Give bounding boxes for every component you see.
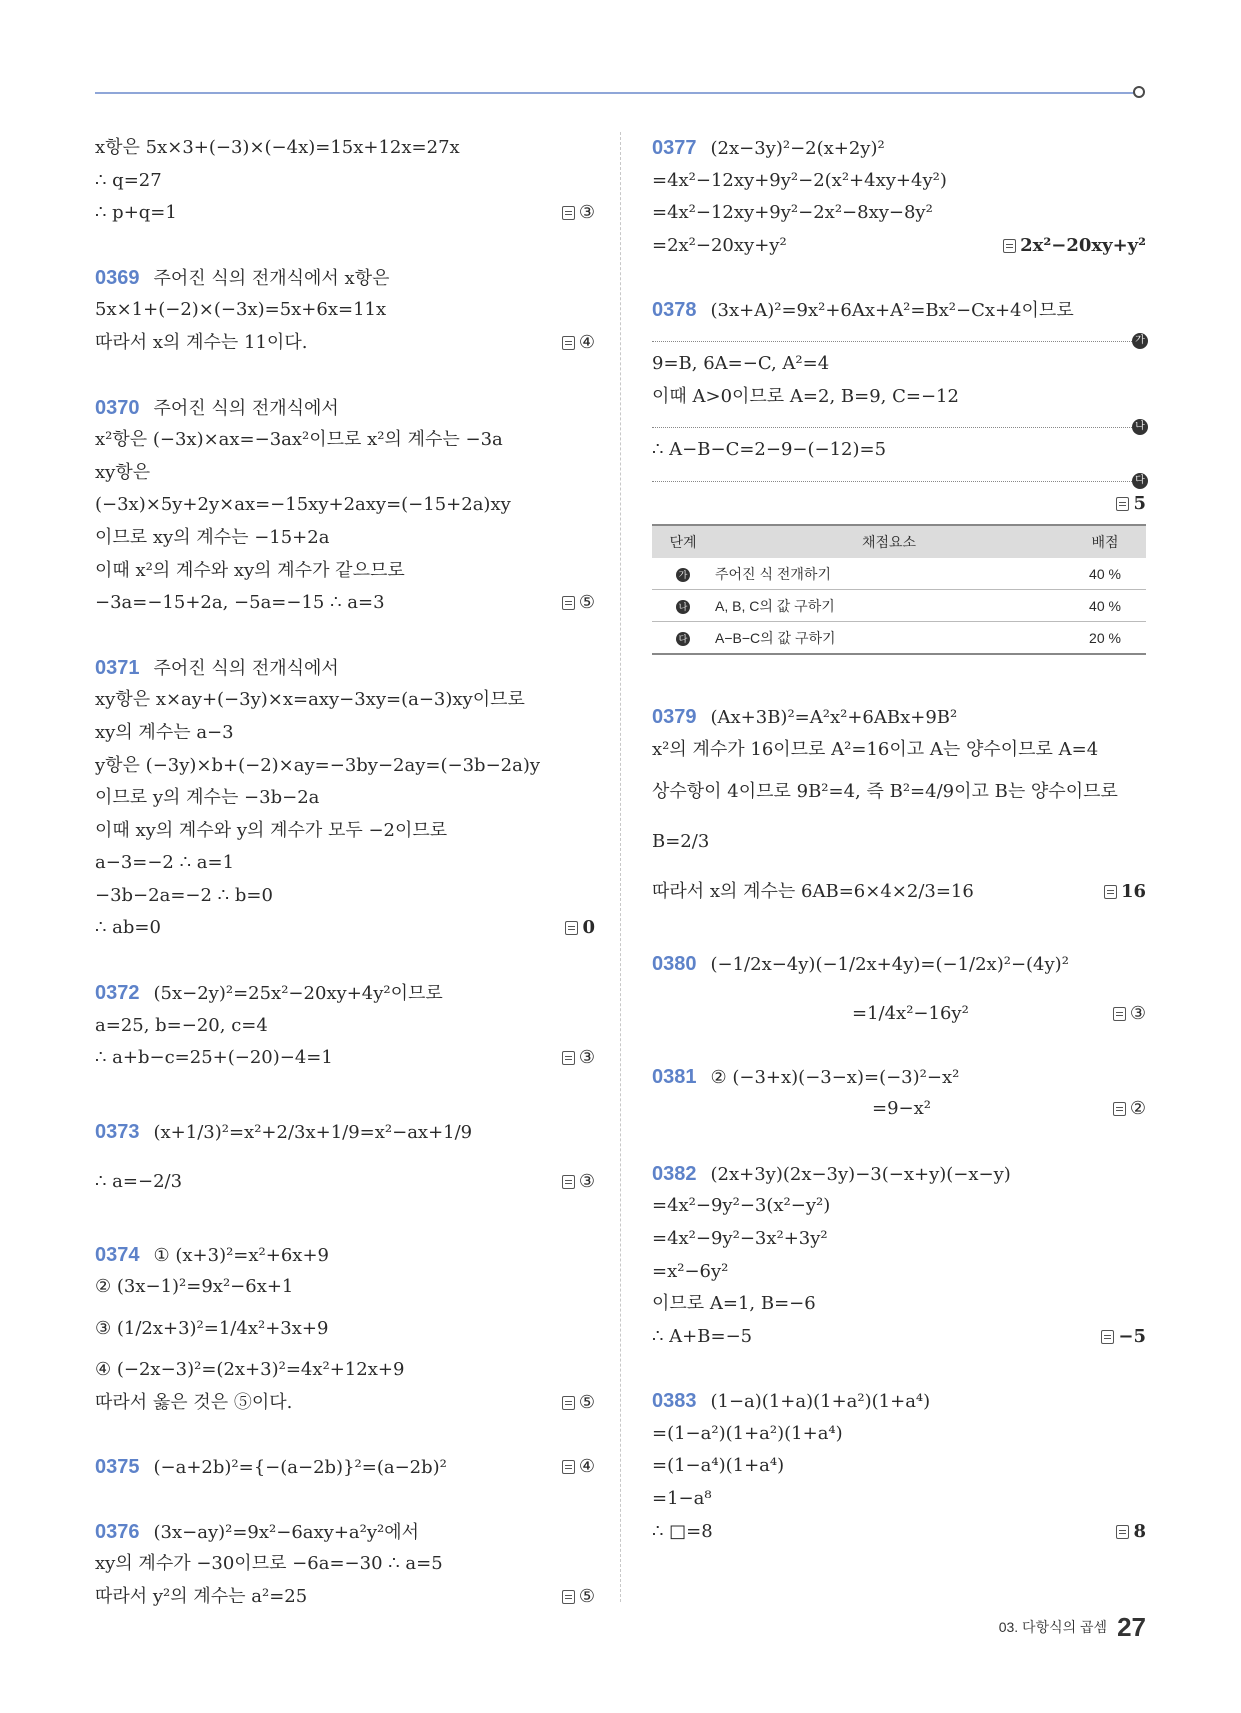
page-footer	[999, 1612, 1146, 1643]
header-rule	[95, 92, 1139, 94]
problem-0377	[652, 132, 1146, 165]
text-line: x²항은 (−3x)×ax=−3ax²이므로 x²의 계수는 −3a	[95, 429, 503, 451]
text: (−a+2b)²={−(a−2b)}²=(a−2b)²	[153, 1457, 447, 1479]
table-cell: A−B−C의 값 구하기	[714, 622, 1064, 655]
answer-value: −5	[1118, 1325, 1146, 1347]
answer-line	[652, 1321, 1146, 1354]
table-cell: 40 %	[1064, 590, 1146, 622]
answer-mark	[562, 1581, 595, 1614]
text-line: =4x²−9y²−3(x²−y²)	[652, 1195, 831, 1217]
text: =1/4x²−16y²	[852, 1002, 969, 1024]
answer-icon	[562, 1590, 575, 1604]
text-line: =1−a⁸	[652, 1488, 712, 1510]
text-line: ③ (1/2x+3)²=1/4x²+3x+9	[95, 1318, 329, 1340]
problem-0376	[95, 1516, 595, 1549]
answer-icon	[562, 1175, 575, 1189]
text: ∴ A+B=−5	[652, 1325, 753, 1347]
answer-mark	[562, 1042, 595, 1075]
text: 따라서 x의 계수는 6AB=6×4×2/3=16	[652, 880, 974, 902]
problem-number: 0377	[652, 137, 697, 159]
text: (3x+A)²=9x²+6Ax+A²=Bx²−Cx+4이므로	[710, 300, 1074, 322]
answer-value: 8	[1133, 1520, 1146, 1542]
answer-mark	[1104, 867, 1146, 917]
answer-mark	[562, 1387, 595, 1420]
problem-number: 0371	[95, 656, 140, 679]
answer-line	[95, 327, 595, 360]
header-rule-dot	[1133, 86, 1145, 98]
problem-0375	[95, 1451, 595, 1484]
table-cell: 주어진 식 전개하기	[714, 558, 1064, 590]
problem-0369	[95, 262, 595, 295]
left-column	[95, 132, 595, 1614]
problem-number: 0373	[95, 1120, 140, 1143]
problem-0372	[95, 977, 595, 1010]
problem-0382	[652, 1158, 1146, 1191]
text: (2x−3y)²−2(x+2y)²	[710, 138, 885, 159]
answer-mark	[1101, 1321, 1146, 1354]
answer-mark	[562, 327, 595, 360]
answer-line	[95, 1387, 595, 1420]
problem-number: 0372	[95, 982, 140, 1005]
text-line: =4x²−12xy+9y²−2x²−8xy−8y²	[652, 202, 933, 224]
text: =9−x²	[872, 1098, 931, 1120]
answer-value: ④	[578, 1456, 595, 1478]
text-line: xy의 계수가 −30이므로 −6a=−30 ∴ a=5	[95, 1553, 443, 1575]
problem-0373	[95, 1107, 595, 1157]
step-marker-icon: 다	[676, 632, 690, 646]
text: 따라서 x의 계수는 11이다.	[95, 331, 308, 353]
text-line: 이때 xy의 계수와 y의 계수가 모두 −2이므로	[95, 819, 448, 841]
text-line: a−3=−2 ∴ a=1	[95, 852, 235, 874]
answer-value: 16	[1120, 880, 1146, 902]
answer-icon	[1003, 239, 1016, 253]
text-line: ∴ A−B−C=2−9−(−12)=5	[652, 439, 887, 461]
answer-value: ⑤	[578, 592, 595, 614]
answer-icon	[562, 596, 575, 610]
text-line: ∴ q=27	[95, 169, 162, 191]
text-line: a=25, b=−20, c=4	[95, 1014, 268, 1036]
text-line: =4x²−9y²−3x²+3y²	[652, 1227, 828, 1249]
text-line: 상수항이 4이므로 9B²=4, 즉 B²=4/9이고 B는 양수이므로	[652, 780, 1118, 802]
answer-mark	[1113, 989, 1146, 1039]
problem-number: 0376	[95, 1520, 140, 1543]
answer-line	[95, 912, 595, 945]
answer-line	[652, 1516, 1146, 1549]
text: 주어진 식의 전개식에서	[153, 397, 339, 419]
answer-icon	[562, 1460, 575, 1474]
answer-line	[95, 1157, 595, 1207]
answer-icon	[1104, 885, 1117, 899]
answer-mark	[1113, 1093, 1146, 1126]
answer-line	[652, 867, 1146, 917]
answer-value: 5	[1133, 492, 1146, 514]
text: ② (−3+x)(−3−x)=(−3)²−x²	[710, 1066, 960, 1088]
problem-number: 0379	[652, 706, 697, 729]
scoring-table-header	[652, 525, 1146, 558]
text-line: 이때 x²의 계수와 xy의 계수가 같으므로	[95, 559, 405, 581]
problem-number: 0378	[652, 299, 697, 322]
step-marker-icon: 나	[676, 600, 690, 614]
step-marker-icon: 다	[1132, 473, 1148, 489]
text-line: 이므로 xy의 계수는 −15+2a	[95, 526, 330, 548]
text: (Ax+3B)²=A²x²+6ABx+9B²	[710, 707, 958, 729]
problem-0379	[652, 701, 1146, 734]
scoring-table	[652, 524, 1146, 655]
text: ∴ □=8	[652, 1520, 713, 1542]
text: (2x+3y)(2x−3y)−3(−x+y)(−x−y)	[710, 1163, 1011, 1185]
answer-mark	[562, 197, 595, 230]
step-separator	[652, 467, 1146, 486]
text-line: 이므로 y의 계수는 −3b−2a	[95, 787, 320, 809]
answer-value: ③	[578, 1047, 595, 1069]
answer-icon	[562, 1396, 575, 1410]
text-line: 이때 A>0이므로 A=2, B=9, C=−12	[652, 385, 959, 407]
table-cell: A, B, C의 값 구하기	[714, 590, 1064, 622]
problem-number: 0370	[95, 396, 140, 419]
text: 주어진 식의 전개식에서	[153, 657, 339, 679]
text-line: =x²−6y²	[652, 1260, 729, 1282]
problem-number: 0382	[652, 1162, 697, 1185]
step-marker-icon: 가	[1132, 333, 1148, 349]
table-row	[652, 622, 1146, 655]
answer-value: ③	[1129, 1002, 1146, 1024]
header-item: 채점요소	[714, 525, 1064, 558]
text: (3x−ay)²=9x²−6axy+a²y²에서	[153, 1521, 420, 1543]
answer-icon	[562, 206, 575, 220]
text-line: B=2/3	[652, 830, 710, 852]
text: ∴ ab=0	[95, 917, 161, 939]
answer-icon	[562, 1051, 575, 1065]
step-separator	[652, 327, 1146, 346]
answer-icon	[1113, 1007, 1126, 1021]
problem-number: 0380	[652, 952, 697, 975]
answer-icon	[1116, 1525, 1129, 1539]
text-line: 9=B, 6A=−C, A²=4	[652, 352, 830, 374]
text-line: xy의 계수는 a−3	[95, 721, 234, 743]
problem-number: 0383	[652, 1390, 697, 1413]
answer-value: ⑤	[578, 1586, 595, 1607]
problem-0380	[652, 939, 1146, 989]
text: =2x²−20xy+y²	[652, 234, 787, 256]
table-row	[652, 590, 1146, 622]
table-row	[652, 558, 1146, 590]
answer-value: ⑤	[578, 1391, 595, 1413]
answer-value: ③	[578, 202, 595, 224]
text-line: ② (3x−1)²=9x²−6x+1	[95, 1276, 294, 1298]
answer-icon	[1116, 497, 1129, 511]
answer-value: 0	[582, 917, 595, 939]
text-line: 5x×1+(−2)×(−3x)=5x+6x=11x	[95, 299, 387, 321]
answer-value: ②	[1129, 1098, 1146, 1120]
text-line: −3b−2a=−2 ∴ b=0	[95, 884, 273, 906]
answer-mark	[1116, 488, 1146, 521]
text: −3a=−15+2a, −5a=−15 ∴ a=3	[95, 592, 385, 614]
answer-line	[652, 989, 1146, 1039]
answer-line	[95, 1581, 595, 1614]
text-line: 이므로 A=1, B=−6	[652, 1293, 816, 1315]
answer-value: ③	[578, 1170, 595, 1192]
text: 따라서 y²의 계수는 a²=25	[95, 1586, 308, 1607]
answer-line	[95, 1042, 595, 1075]
answer-line	[652, 488, 1146, 521]
answer-line	[652, 230, 1146, 263]
problem-0374	[95, 1239, 595, 1272]
text: ① (x+3)²=x²+6x+9	[153, 1244, 329, 1266]
header-points: 배점	[1064, 525, 1146, 558]
text: (5x−2y)²=25x²−20xy+4y²이므로	[153, 983, 443, 1005]
answer-mark	[1003, 230, 1146, 263]
text-line: x항은 5x×3+(−3)×(−4x)=15x+12x=27x	[95, 137, 460, 158]
header-step: 단계	[652, 525, 714, 558]
text-line: (−3x)×5y+2y×ax=−15xy+2axy=(−15+2a)xy	[95, 494, 511, 516]
answer-line	[652, 1093, 1146, 1126]
problem-0383	[652, 1385, 1146, 1418]
text: (−1/2x−4y)(−1/2x+4y)=(−1/2x)²−(4y)²	[710, 953, 1069, 975]
answer-icon	[1113, 1102, 1126, 1116]
text-line: x²의 계수가 16이므로 A²=16이고 A는 양수이므로 A=4	[652, 738, 1099, 760]
step-marker-icon: 나	[1132, 419, 1148, 435]
text: ∴ a+b−c=25+(−20)−4=1	[95, 1047, 333, 1069]
answer-mark	[565, 912, 595, 945]
problem-0371	[95, 652, 595, 685]
answer-value: ④	[578, 331, 595, 353]
table-cell: 20 %	[1064, 622, 1146, 655]
problem-0378	[652, 294, 1146, 327]
chapter-title: 03. 다항식의 곱셈	[998, 1619, 1108, 1635]
text: ∴ p+q=1	[95, 202, 177, 224]
problem-number: 0369	[95, 266, 140, 289]
answer-mark	[562, 1451, 595, 1484]
problem-number: 0374	[95, 1243, 140, 1266]
answer-icon	[562, 336, 575, 350]
text-line: =4x²−12xy+9y²−2(x²+4xy+4y²)	[652, 169, 947, 191]
text-line: xy항은 x×ay+(−3y)×x=axy−3xy=(a−3)xy이므로	[95, 689, 525, 711]
answer-line	[95, 197, 595, 230]
step-separator	[652, 413, 1146, 433]
text-line: =(1−a²)(1+a²)(1+a⁴)	[652, 1422, 843, 1444]
answer-value: 2x²−20xy+y²	[1020, 234, 1146, 256]
step-marker-icon: 가	[676, 568, 690, 582]
column-divider	[620, 132, 621, 1602]
answer-icon	[1101, 1330, 1114, 1344]
table-cell: 40 %	[1064, 558, 1146, 590]
answer-line	[95, 587, 595, 620]
text-line: =(1−a⁴)(1+a⁴)	[652, 1455, 785, 1477]
problem-number: 0381	[652, 1065, 697, 1088]
answer-mark	[562, 1157, 595, 1207]
text-line: y항은 (−3y)×b+(−2)×ay=−3by−2ay=(−3b−2a)y	[95, 754, 541, 776]
text: ∴ a=−2/3	[95, 1170, 183, 1192]
right-column	[652, 132, 1146, 1548]
problem-0381	[652, 1061, 1146, 1094]
text: (x+1/3)²=x²+2/3x+1/9=x²−ax+1/9	[153, 1121, 473, 1143]
text: 주어진 식의 전개식에서 x항은	[153, 267, 390, 289]
problem-number: 0375	[95, 1456, 140, 1479]
answer-mark	[1116, 1516, 1146, 1549]
problem-0370	[95, 392, 595, 425]
answer-icon	[565, 921, 578, 935]
text: 따라서 옳은 것은 ⑤이다.	[95, 1391, 293, 1413]
page-number: 27	[1117, 1612, 1146, 1642]
text-line: xy항은	[95, 461, 151, 483]
text: (1−a)(1+a)(1+a²)(1+a⁴)	[710, 1391, 931, 1413]
text-line: ④ (−2x−3)²=(2x+3)²=4x²+12x+9	[95, 1359, 405, 1381]
answer-mark	[562, 587, 595, 620]
